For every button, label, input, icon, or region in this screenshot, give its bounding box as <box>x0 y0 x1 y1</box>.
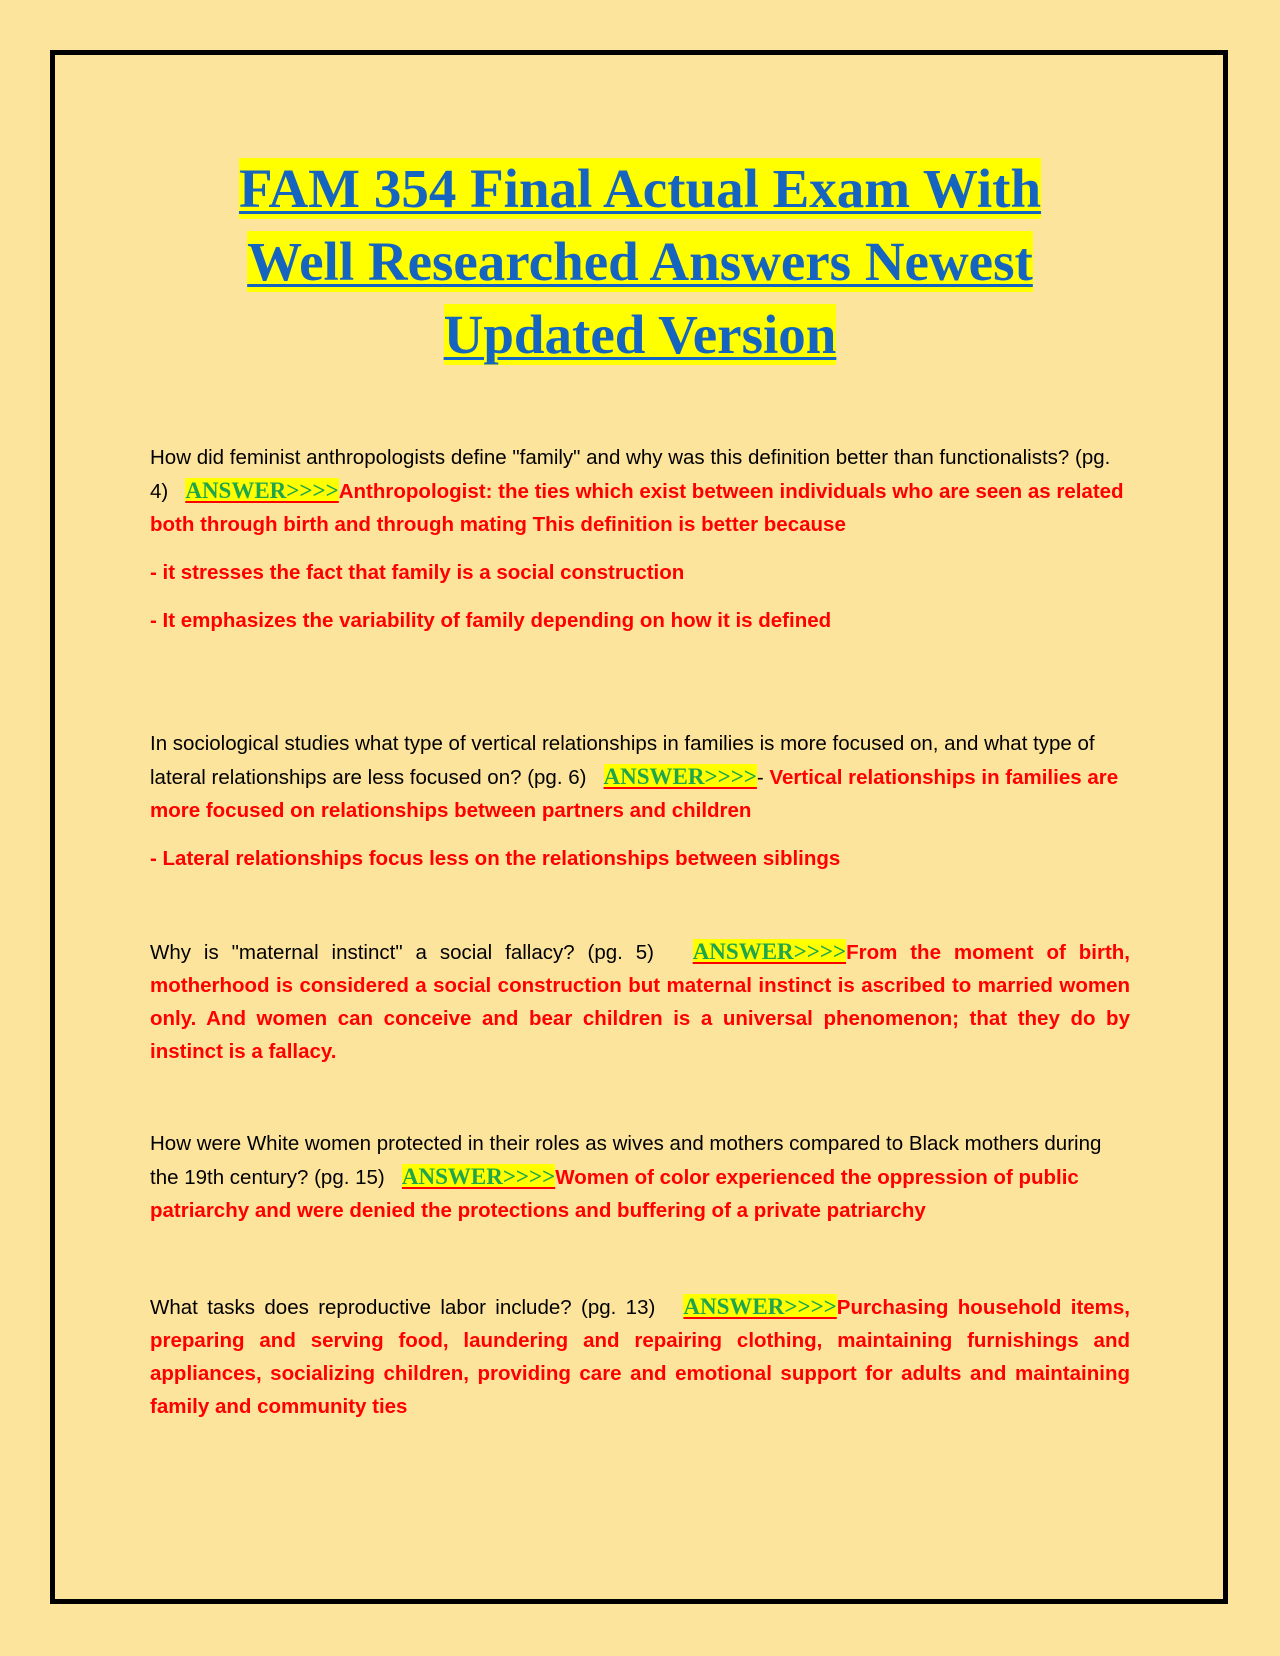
question-4: How were White women protected in their roles as wives and mothers compared to Black mothers during the 19th century? (pg. 15) <box>150 1132 1102 1189</box>
answer-2-prefix: - <box>756 766 770 789</box>
qa-item-3 <box>150 935 1130 1068</box>
answer-5: Purchasing household items, preparing and serving food, laundering and repairing clothing, maintaining furnishings and appliances, socializing children, providing care and emotional support for adults and maintaining family and community ties <box>150 1296 1131 1418</box>
answer-tag-1: ANSWER>>>> <box>185 478 339 503</box>
title-line-1: FAM 354 Final Actual Exam With <box>238 158 1042 219</box>
title-line-2: Well Researched Answers Newest <box>247 231 1033 292</box>
answer-1-bullet-2: - It emphasizes the variability of family depending on how it is defined <box>150 609 832 632</box>
answer-1: Anthropologist: the ties which exist between individuals who are seen as related both through birth and through mating This definition is better because <box>150 480 1124 536</box>
question-2: In sociological studies what type of vertical relationships in families is more focused on, and what type of lateral relationships are less focused on? (pg. 6) <box>150 732 1095 789</box>
answer-4: Women of color experienced the oppression of public patriarchy and were denied the protections and buffering of a private patriarchy <box>150 1166 1079 1222</box>
qa-item-2 <box>150 727 1130 875</box>
qa-item-1 <box>150 441 1130 637</box>
answer-3: From the moment of birth, motherhood is considered a social construction but maternal instinct is ascribed to married women only. And women can conceive and bear children is a universal phenomenon; that they do by instinct is a fallacy. <box>150 941 1130 1063</box>
question-3: Why is "maternal instinct" a social fallacy? (pg. 5) <box>150 941 654 964</box>
answer-tag-4: ANSWER>>>> <box>401 1164 556 1189</box>
answer-tag-5: ANSWER>>>> <box>683 1294 837 1319</box>
qa-item-4 <box>150 1127 1130 1227</box>
qa-item-5 <box>150 1290 1130 1423</box>
answer-tag-3: ANSWER>>>> <box>692 939 847 964</box>
question-5: What tasks does reproductive labor include? (pg. 13) <box>150 1296 656 1319</box>
document-title <box>150 152 1130 371</box>
title-line-3: Updated Version <box>443 304 837 365</box>
question-1: How did feminist anthropologists define "family" and why was this definition better than functionalists? (pg. 4) <box>150 446 1111 503</box>
answer-2-bullet-1: - Lateral relationships focus less on the relationships between siblings <box>150 847 841 870</box>
answer-tag-2: ANSWER>>>> <box>603 764 757 789</box>
answer-2: Vertical relationships in families are more focused on relationships between partners and children <box>150 766 1119 822</box>
answer-1-bullet-1: - it stresses the fact that family is a social construction <box>150 561 685 584</box>
